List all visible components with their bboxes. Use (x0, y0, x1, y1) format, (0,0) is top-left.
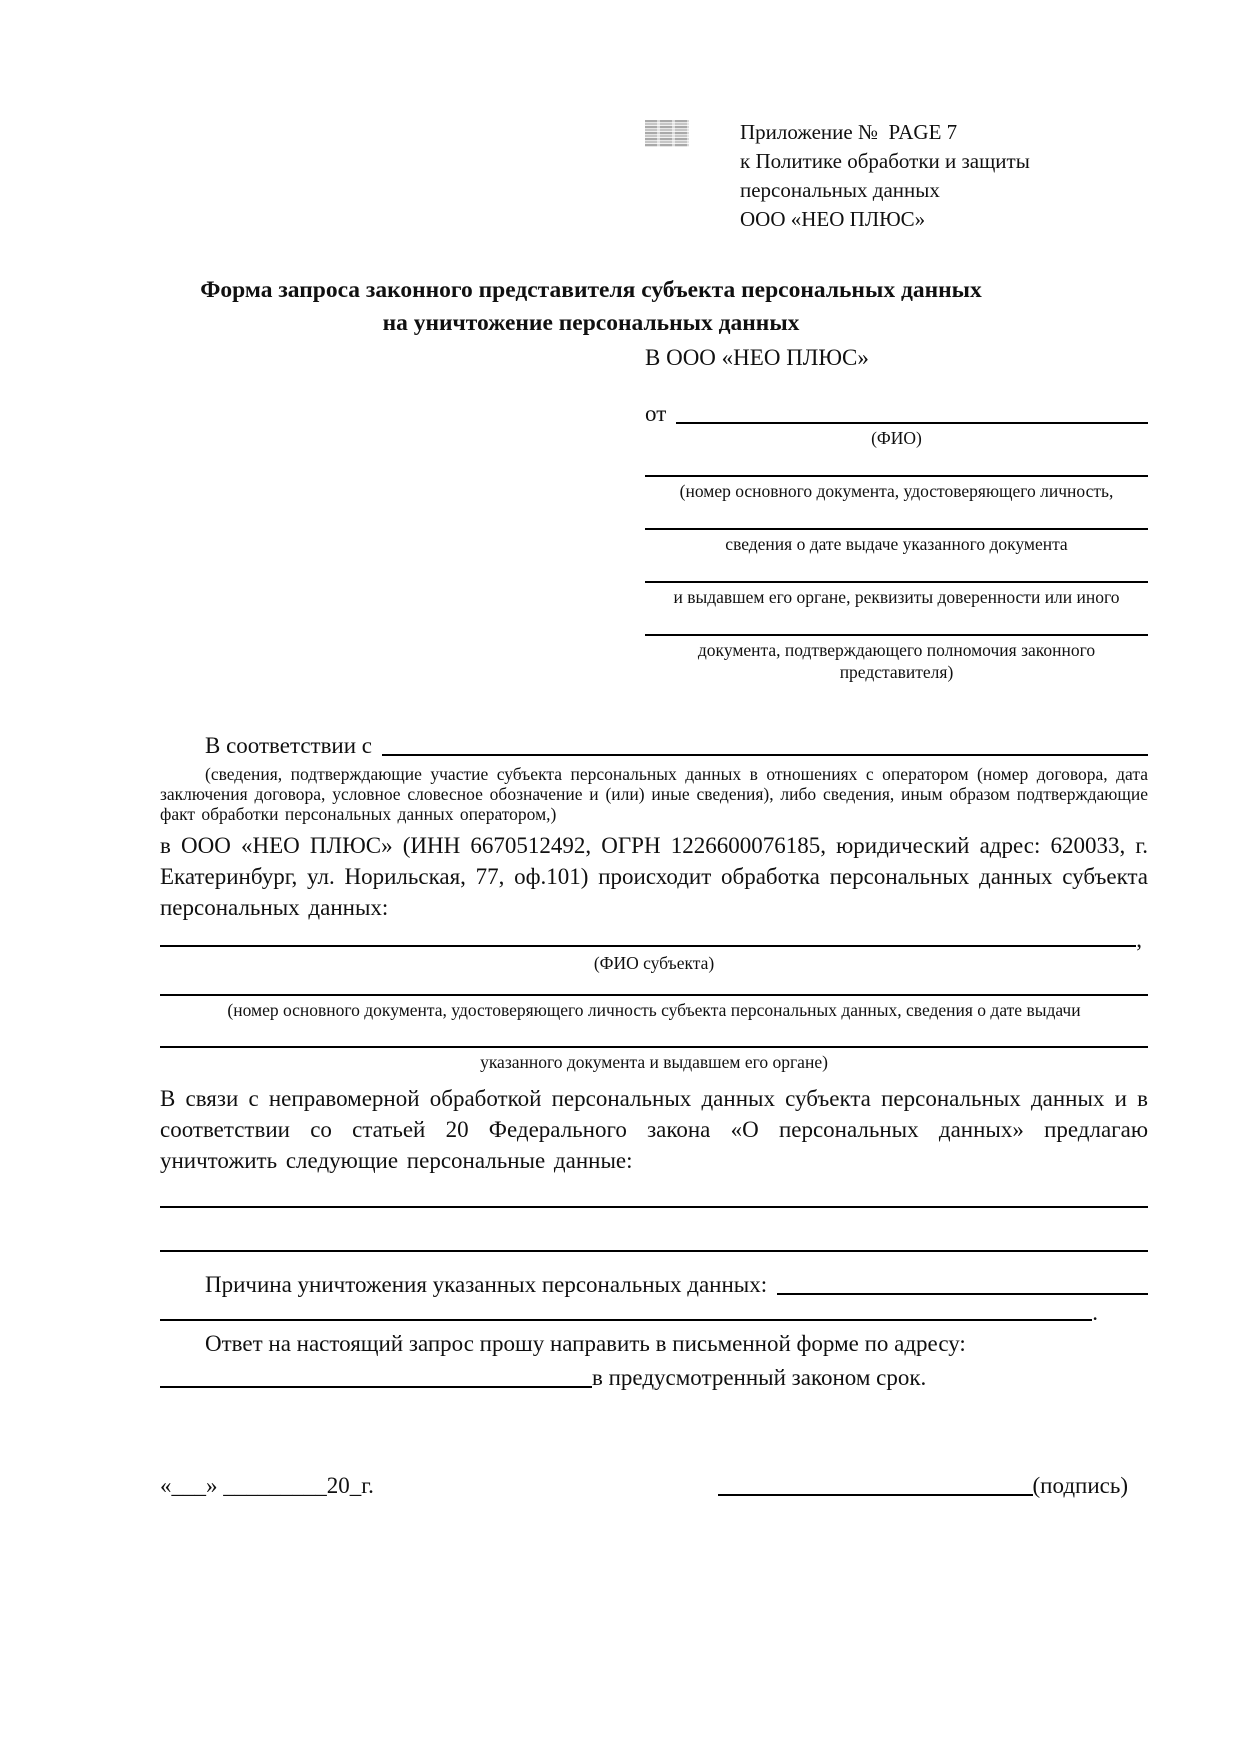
reason-blank-line (777, 1293, 1148, 1295)
field-code-stripes-icon (645, 120, 689, 147)
appendix-line: персональных данных (740, 178, 940, 202)
document-blank-line (645, 555, 1148, 583)
response-tail: в предусмотренный законом срок. (592, 1365, 927, 1390)
response-paragraph: Ответ на настоящий запрос прошу направить в письменной форме по адресу: (205, 1331, 966, 1356)
data-blank-line (160, 1208, 1148, 1252)
document-caption: (номер основного документа, удостоверяющего личность, (679, 481, 1114, 501)
appendix-header (740, 118, 1148, 234)
subject-fio-blank-line (160, 945, 1136, 947)
subject-doc-caption: указанного документа и выдавшем его органе) (480, 1052, 828, 1072)
fio-caption: (ФИО) (871, 428, 922, 448)
reason-blank-line-2 (160, 1319, 1092, 1321)
signature-group (718, 1473, 1128, 1499)
form-title-line-1: Форма запроса законного представителя субъекта персональных данных (200, 277, 982, 303)
accordance-note: (сведения, подтверждающие участие субъекта персональных данных в отношениях с оператором (номер договора, дата заключения договора, условное словесное обозначение и (или) иные сведения), либо сведения, иным образом подтверждающие факт обработки персональных данных оператором,) (160, 764, 1148, 824)
accordance-field-row (160, 723, 1148, 759)
document-blank-line (645, 449, 1148, 477)
date-signature-row (160, 1473, 1148, 1499)
addressee-to: В ООО «НЕО ПЛЮС» (645, 345, 869, 370)
operator-paragraph: в ООО «НЕО ПЛЮС» (ИНН 6670512492, ОГРН 1226600076185, юридический адрес: 620033, г. Екатеринбург, ул. Норильская, 77, оф.101) происходит обработка персональных данных субъекта персональных данных: (160, 833, 1148, 920)
reason-label: Причина уничтожения указанных персональных данных: (205, 1272, 768, 1297)
document-blank-line (645, 608, 1148, 636)
accordance-label: В соответствии с (205, 733, 373, 758)
document-caption: документа, подтверждающего полномочия законного представителя) (697, 640, 1096, 682)
appendix-line: Приложение № PAGE 7 (740, 120, 958, 144)
signature-caption: (подпись) (1032, 1473, 1128, 1498)
document-caption: и выдавшем его органе, реквизиты доверенности или иного (673, 587, 1120, 607)
reason-field-row (160, 1260, 1148, 1298)
appendix-line: к Политике обработки и защиты (740, 149, 1030, 173)
subject-comma: , (1136, 927, 1142, 952)
from-blank-line (676, 422, 1148, 424)
document-blank-line (645, 502, 1148, 530)
reason-terminator: . (1092, 1300, 1098, 1325)
signature-blank-line (718, 1494, 1033, 1496)
form-body (160, 723, 1148, 1499)
reason-continuation-row (160, 1298, 1098, 1324)
page-content (160, 0, 1148, 1499)
address-blank-line (160, 1386, 592, 1388)
appendix-line: ООО «НЕО ПЛЮС» (740, 207, 926, 231)
form-title-line-2: на уничтожение персональных данных (382, 310, 800, 336)
from-label: от (645, 401, 667, 426)
form-title (160, 274, 1022, 340)
document-caption: сведения о дате выдаче указанного документа (725, 534, 1068, 554)
from-field-row (645, 387, 1148, 427)
subject-doc-caption: (номер основного документа, удостоверяющего личность субъекта персональных данных, сведения о дате выдачи (227, 1000, 1081, 1020)
subject-doc-blank-line (160, 974, 1148, 996)
request-paragraph: В связи с неправомерной обработкой персональных данных субъекта персональных данных и в соответствии со статьей 20 Федерального закона «О персональных данных» предлагаю уничтожить следующие персональные данные: (160, 1086, 1148, 1173)
subject-fio-caption: (ФИО субъекта) (593, 953, 715, 973)
data-blank-line (160, 1176, 1148, 1208)
addressee-block (645, 343, 1148, 683)
subject-doc-blank-line (160, 1021, 1148, 1048)
date-blank: «___» _________20_г. (160, 1473, 374, 1498)
response-address-row (160, 1359, 1148, 1391)
subject-fio-row (160, 923, 1142, 950)
accordance-blank-line (382, 754, 1148, 756)
